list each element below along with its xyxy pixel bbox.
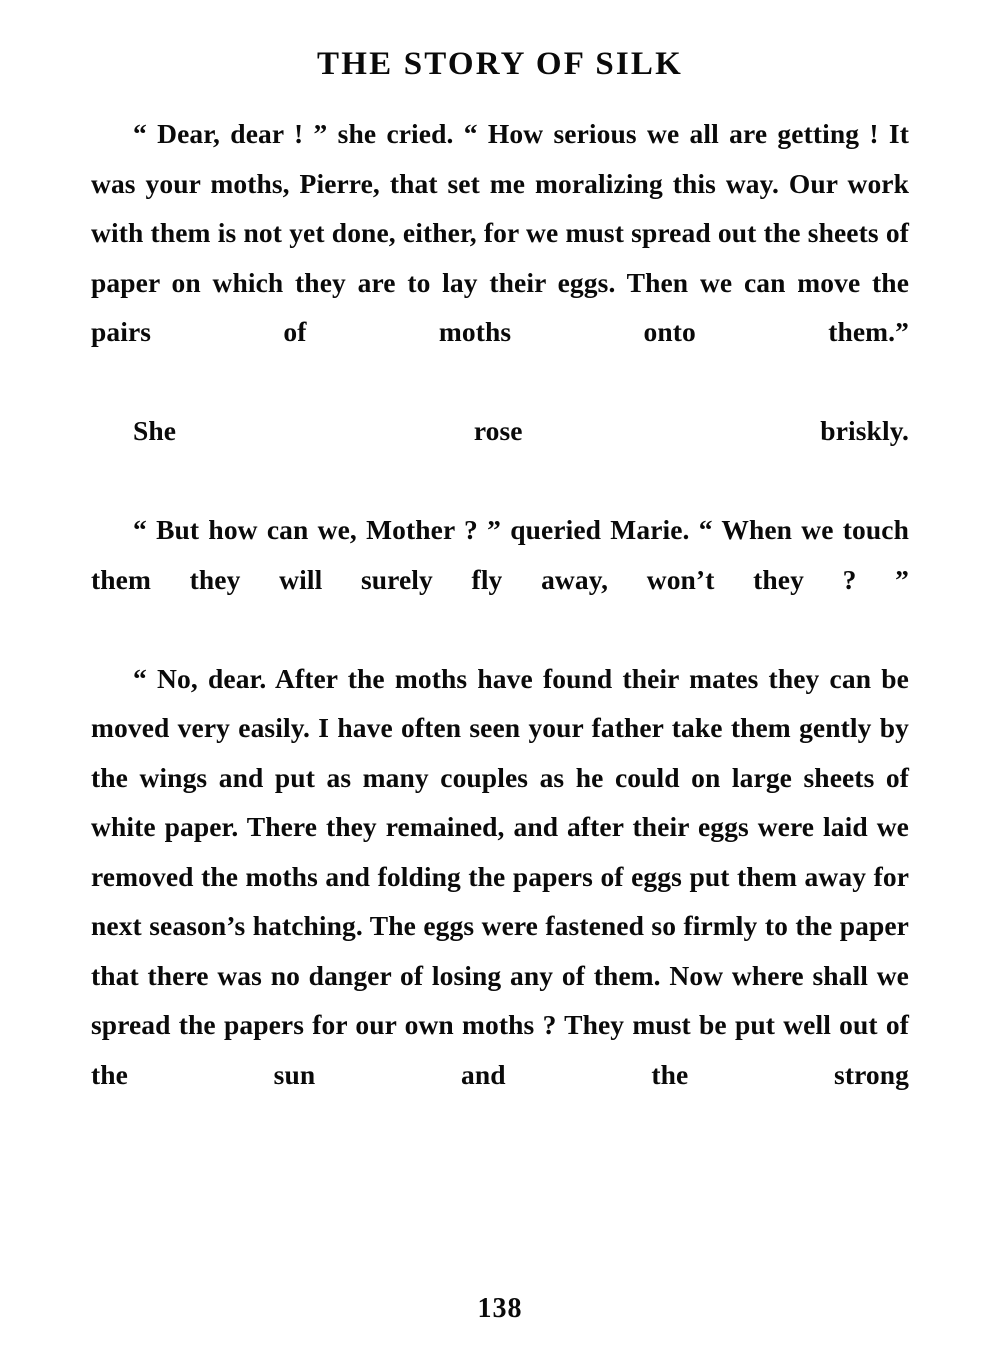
page-running-head: THE STORY OF SILK [316, 46, 684, 82]
paragraph: “ But how can we, Mother ? ” queried Marie. “ When we touch them they will surely fly away, won’t they ? ” [91, 514, 909, 595]
paragraph: She rose briskly. [133, 415, 909, 446]
page-body-text [91, 109, 909, 1149]
paragraph: “ No, dear. After the moths have found their mates they can be moved very easily. I have often seen your father take them gently by the wings and put as many couples as he could on large sheets of white paper. There they remained, and after their eggs were laid we removed the moths and folding the papers of eggs put them away for next season’s hatching. The eggs were fastened so firmly to the paper that there was no danger of losing any of them. Now where shall we spread the papers for our own moths ? They must be put well out of the sun and the strong [91, 662, 909, 1090]
paragraph: “ Dear, dear ! ” she cried. “ How serious we all are getting ! It was your moths, Pierre, that set me moralizing this way. Our work with them is not yet done, either, for we must spread out the sheets of paper on which they are to lay their eggs. Then we can move the pairs of moths onto them.” [91, 118, 909, 347]
page-number: 138 [477, 1293, 523, 1324]
book-page [0, 46, 1000, 1361]
